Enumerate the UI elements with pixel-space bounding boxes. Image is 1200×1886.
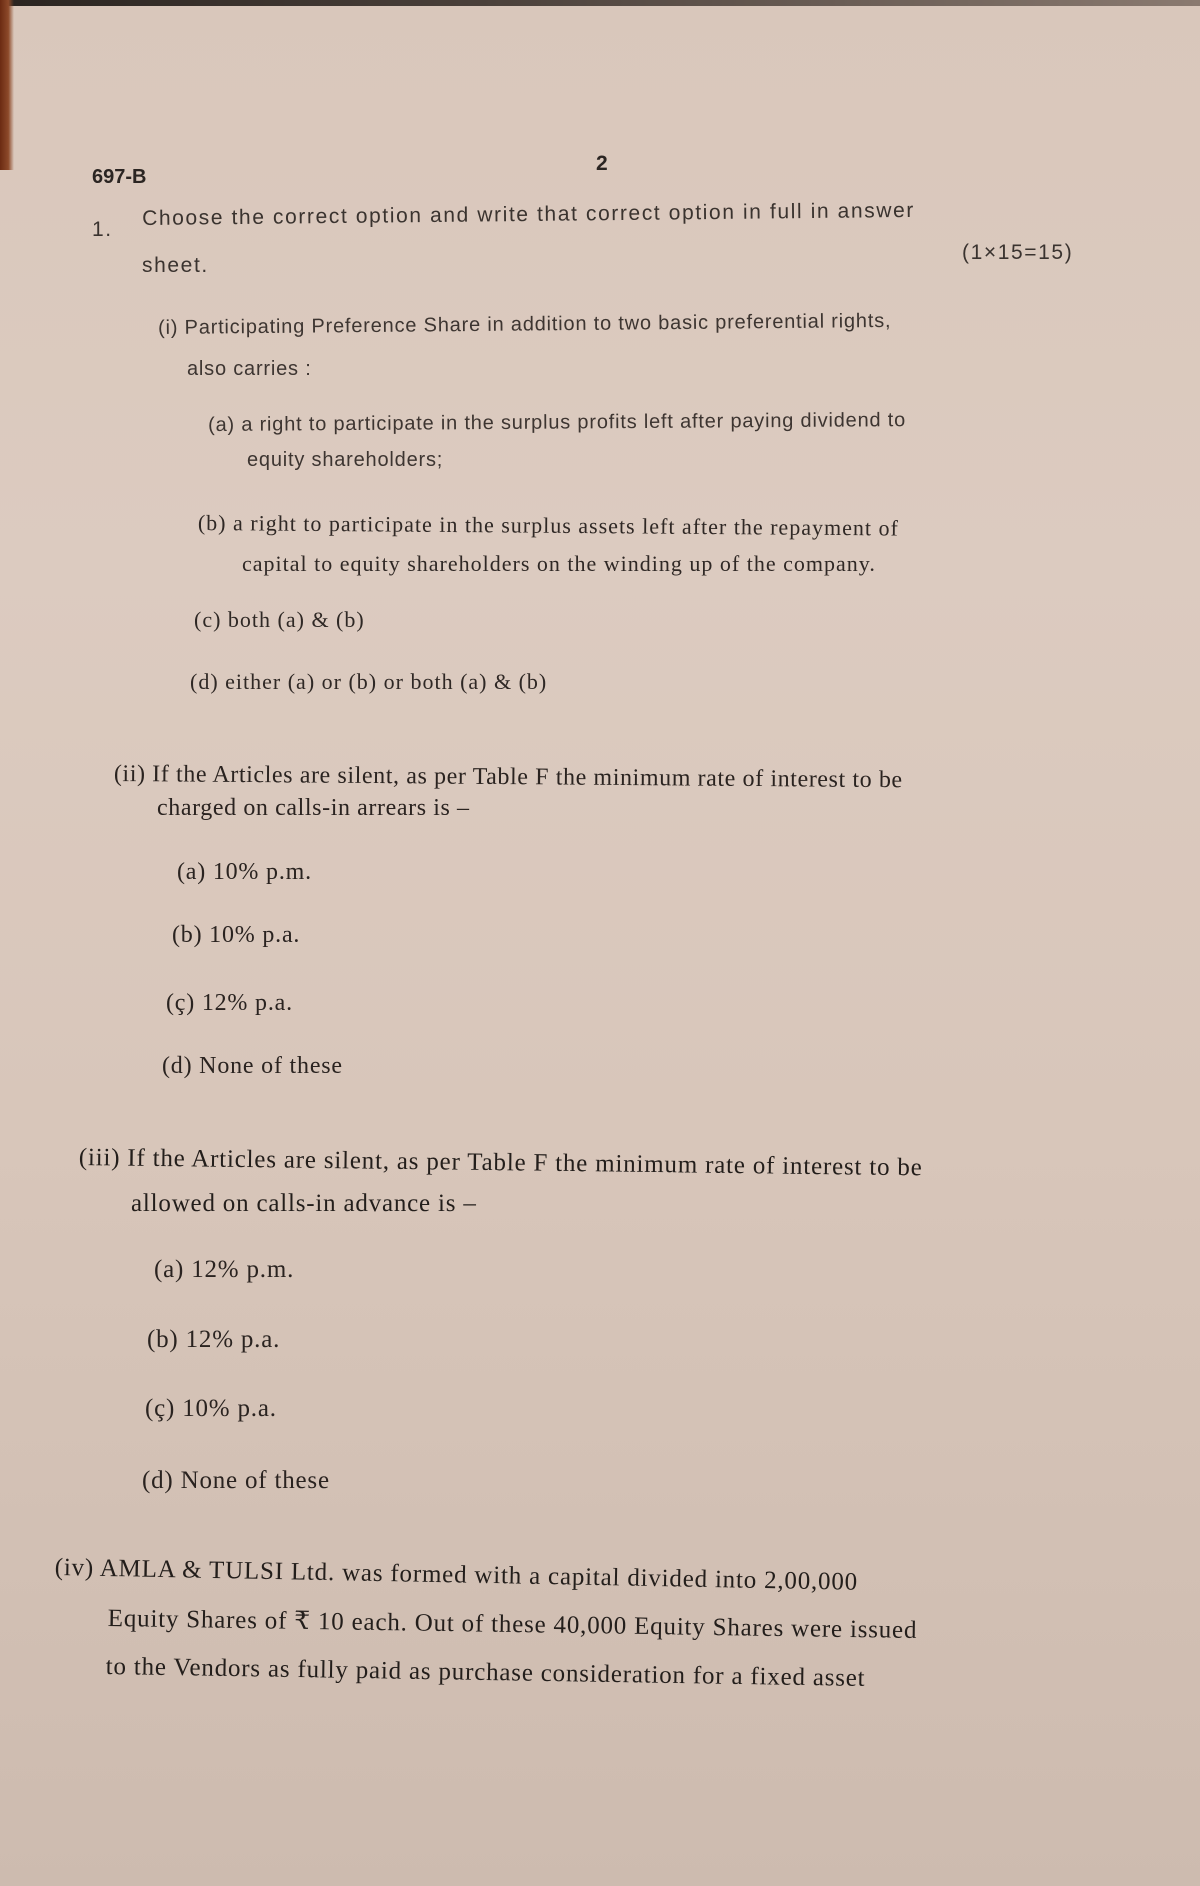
photo-top-edge xyxy=(0,0,1200,6)
subq-i-option-a-line-2: equity shareholders; xyxy=(247,449,444,471)
subq-i-line-1: (i) Participating Preference Share in addition to two basic preferential rights, xyxy=(158,309,892,339)
subq-i-option-b-line-1: (b) a right to participate in the surplus assets left after the repayment of xyxy=(197,510,899,541)
marks-allotment: (1×15=15) xyxy=(962,241,1074,264)
subq-ii-option-a: (a) 10% p.m. xyxy=(177,859,312,885)
page-number: 2 xyxy=(596,152,608,175)
subq-ii-line-1: (ii) If the Articles are silent, as per Table F the minimum rate of interest to be xyxy=(113,761,903,794)
subq-i-line-2: also carries : xyxy=(187,358,312,380)
subq-ii-option-d: (d) None of these xyxy=(162,1053,343,1079)
subq-ii-option-b: (b) 10% p.a. xyxy=(172,922,301,948)
subq-i-option-a-line-1: (a) a right to participate in the surplus profits left after paying dividend to xyxy=(208,409,907,436)
subq-iv-line-3: to the Vendors as fully paid as purchase consideration for a fixed asset xyxy=(105,1653,866,1692)
subq-iv-line-2: Equity Shares of ₹ 10 each. Out of these 40,000 Equity Shares were issued xyxy=(107,1604,918,1645)
subq-iii-option-c: (ç) 10% p.a. xyxy=(145,1395,277,1422)
subq-iii-option-a: (a) 12% p.m. xyxy=(154,1256,295,1283)
subq-i-option-c: (c) both (a) & (b) xyxy=(194,607,365,632)
instruction-line-1: Choose the correct option and write that correct option in full in answer xyxy=(142,198,916,230)
subq-iii-option-d: (d) None of these xyxy=(142,1467,330,1494)
subq-ii-line-2: charged on calls-in arrears is – xyxy=(157,795,470,821)
question-number: 1. xyxy=(92,218,113,241)
paper-code: 697-B xyxy=(92,166,147,188)
instruction-line-2: sheet. xyxy=(142,254,209,277)
subq-iii-option-b: (b) 12% p.a. xyxy=(147,1326,281,1353)
binder-edge xyxy=(0,0,14,170)
subq-iv-line-1: (iv) AMLA & TULSI Ltd. was formed with a capital divided into 2,00,000 xyxy=(54,1554,859,1596)
subq-iii-line-2: allowed on calls-in advance is – xyxy=(131,1190,477,1217)
subq-ii-option-c: (ç) 12% p.a. xyxy=(166,990,293,1016)
subq-i-option-b-line-2: capital to equity shareholders on the winding up of the company. xyxy=(242,551,876,576)
subq-iii-line-1: (iii) If the Articles are silent, as per Table F the minimum rate of interest to be xyxy=(78,1144,923,1182)
subq-i-option-d: (d) either (a) or (b) or both (a) & (b) xyxy=(190,669,548,694)
